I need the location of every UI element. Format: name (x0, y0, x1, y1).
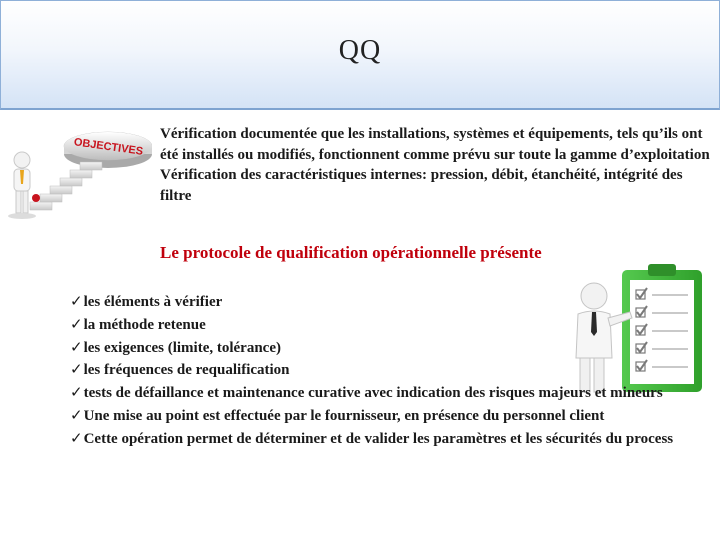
objectives-image (0, 118, 152, 230)
list-item-text: les exigences (limite, tolérance) (83, 339, 281, 356)
check-icon: ✓ (70, 405, 83, 424)
list-item (70, 359, 680, 382)
intro-text (160, 124, 710, 206)
list-item (70, 428, 680, 451)
check-icon: ✓ (70, 292, 83, 310)
title-bar (0, 0, 720, 110)
list-item-text: la méthode retenue (83, 316, 206, 333)
check-icon: ✓ (70, 337, 83, 356)
list-item-text: les éléments à vérifier (83, 294, 223, 310)
check-icon: ✓ (70, 428, 83, 447)
check-icon: ✓ (70, 360, 83, 379)
list-item-text: Une mise au point est effectuée par le fournisseur, en présence du personnel client (83, 407, 605, 424)
check-icon: ✓ (70, 383, 83, 402)
list-item (70, 382, 680, 405)
list-item-text: tests de défaillance et maintenance curative avec indication des risques majeurs et mineurs (83, 385, 663, 402)
list-item (70, 405, 680, 428)
check-icon: ✓ (70, 314, 83, 333)
checklist (70, 291, 680, 451)
slide-title: QQ (338, 35, 382, 66)
list-item-text: Cette opération permet de déterminer et de valider les paramètres et les sécurités du process (83, 430, 674, 447)
list-item (70, 291, 680, 314)
protocol-heading: Le protocole de qualification opérationnelle présente (160, 243, 542, 262)
list-item-text: les fréquences de requalification (83, 362, 290, 379)
intro-line: Vérification des caractéristiques internes: pression, débit, étanchéité, intégrité des filtre (160, 167, 683, 204)
intro-line: Vérification documentée que les installations, systèmes et équipements, tels qu’ils ont été installés ou modifiés, fonctionnent comme prévu sur toute la gamme d’exploitation (160, 126, 710, 163)
objectives-image-text: OBJECTIVES (73, 136, 144, 158)
list-item (70, 314, 680, 337)
list-item (70, 337, 680, 360)
